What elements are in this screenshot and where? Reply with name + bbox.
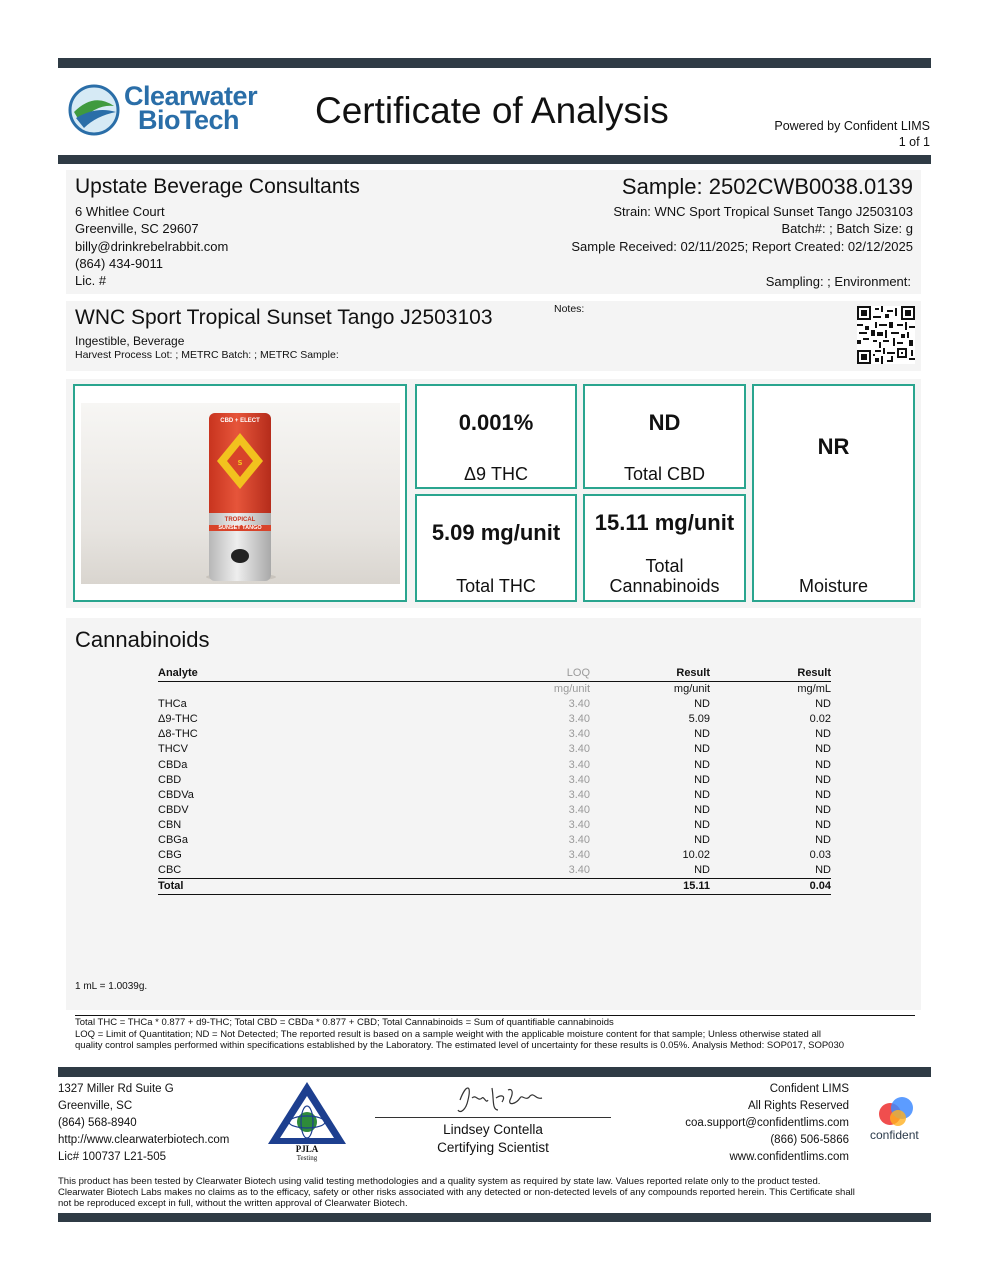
svg-text:S: S [237,459,243,467]
loq: 3.40 [568,728,590,741]
signer-title: Certifying Scientist [437,1140,549,1155]
result-mg-unit: ND [694,834,710,847]
table-row [158,758,831,773]
beverage-can [209,413,271,581]
result-mg-unit: 10.02 [682,849,710,862]
droplet-globe-icon [66,82,122,138]
footer-bar [58,1067,931,1077]
table-row [158,863,831,879]
result-mg-ml: ND [815,743,831,756]
sample-strain: Strain: WNC Sport Tropical Sunset Tango J2503103 [613,204,913,219]
client-address-1: 6 Whitlee Court [75,204,165,219]
analyte: THCV [158,743,188,756]
top-bar [58,58,931,68]
total-cannabinoids-label-2: Cannabinoids [609,576,720,596]
lab-address-2: Greenville, SC [58,1100,133,1112]
table-row [158,727,831,742]
analyte: CBDVa [158,788,194,801]
product-photo [81,403,400,584]
result-mg-ml: ND [815,728,831,741]
total-label: Total [158,879,458,895]
result-mg-ml: 0.02 [809,713,831,726]
analyte: CBD [158,773,182,786]
cannabinoids-table [158,666,831,895]
loq: 3.40 [568,864,590,877]
client-address-2: Greenville, SC 29607 [75,221,199,236]
sample-sampling: Sampling: ; Environment: [765,274,911,289]
result-mg-unit: 5.09 [688,713,710,726]
can-flavor-2: SUNSET TANGO [209,525,271,531]
loq: 3.40 [568,743,590,756]
can-logo-icon [215,431,265,491]
sample-id: Sample: 2502CWB0038.0139 [621,174,913,199]
lab-phone: (864) 568-8940 [58,1117,137,1129]
product-type: Ingestible, Beverage [75,334,185,348]
signature-image [452,1080,552,1118]
result-mg-ml: 0.03 [809,849,831,862]
client-name: Upstate Beverage Consultants [75,175,360,198]
lab-address-1: 1327 Miller Rd Suite G [58,1083,174,1095]
lab-website: http://www.clearwaterbiotech.com [58,1134,230,1146]
loq: 3.40 [568,818,590,831]
unit-result-2: mg/mL [797,683,831,696]
result-mg-unit: ND [694,864,710,877]
moisture-box [752,384,915,602]
table-row [158,712,831,727]
lims-name: Confident LIMS [769,1083,849,1095]
product-name: WNC Sport Tropical Sunset Tango J2503103 [75,306,493,329]
sample-dates: Sample Received: 02/11/2025; Report Created: 02/12/2025 [571,239,913,254]
table-row [158,697,831,712]
result-mg-unit: ND [694,743,710,756]
table-unit-row [158,682,831,698]
loq: 3.40 [568,849,590,862]
result-mg-unit: ND [694,698,710,711]
table-row [158,742,831,757]
loq: 3.40 [568,698,590,711]
page-number: 1 of 1 [898,135,930,149]
result-mg-unit: ND [694,803,710,816]
disclaimer-1: This product has been tested by Clearwater Biotech using valid testing methodologies and a quality system as required by state law. Values reported relate only to the product tested. [58,1176,821,1187]
sample-batch: Batch#: ; Batch Size: g [781,221,913,236]
loq: 3.40 [568,713,590,726]
clearwater-logo [66,80,266,140]
total-thc-box [415,494,577,602]
page-title: Certificate of Analysis [315,90,669,131]
unit-result-1: mg/unit [673,683,710,696]
loq-note-2: quality control samples performed within specifications established by the Laboratory. The estimated level of uncertainty for these results is 0.05%. Analysis Method: SOP017, SOP030 [75,1040,845,1051]
loq: 3.40 [568,758,590,771]
analyte: CBN [158,818,182,831]
can-top-text: CBD + ELECT [220,418,260,424]
analyte: Δ8-THC [158,728,198,741]
notes-label: Notes: [554,303,585,315]
loq-note-1: LOQ = Limit of Quantitation; ND = Not Detected; The reported result is based on a sample weight with the applicable moisture content for that sample; Unless otherwise stated all [75,1029,821,1040]
moisture-label: Moisture [798,576,869,596]
col-loq: LOQ [458,666,590,682]
table-total-row [158,879,831,895]
analyte: THCa [158,698,187,711]
table-row [158,833,831,848]
table-header-row [158,666,831,682]
d9-thc-label: Δ9 THC [463,464,529,484]
bottom-bar [58,1213,931,1222]
total-cannabinoids-box [583,494,746,602]
logo-line-1: Clearwater [124,81,258,111]
total-result-2: 0.04 [710,879,831,895]
total-cannabinoids-label-1: Total [645,556,684,576]
confident-logo-text: confident [870,1128,919,1142]
result-mg-ml: ND [815,818,831,831]
result-mg-ml: ND [815,698,831,711]
lab-license: Lic# 100737 L21-505 [58,1151,167,1163]
can-badge-icon [231,549,249,563]
signature-line [375,1117,611,1118]
pjla-seal [266,1080,348,1170]
analyte: CBC [158,864,182,877]
table-row [158,848,831,863]
product-lots: Harvest Process Lot: ; METRC Batch: ; METRC Sample: [75,349,339,361]
col-result-2: Result [710,666,831,682]
col-result-1: Result [590,666,710,682]
cannabinoids-title: Cannabinoids [75,627,210,652]
d9-thc-value: 0.001% [458,410,534,435]
moisture-value: NR [817,434,850,459]
lims-rights: All Rights Reserved [748,1100,849,1112]
analyte: Δ9-THC [158,713,198,726]
result-mg-ml: ND [815,864,831,877]
result-mg-unit: ND [694,758,710,771]
loq: 3.40 [568,788,590,801]
table-row [158,788,831,803]
result-mg-ml: ND [815,834,831,847]
client-phone: (864) 434-9011 [75,256,163,271]
table-row [158,818,831,833]
logo-line-2: BioTech [138,105,240,135]
analyte: CBDa [158,758,188,771]
client-license: Lic. # [75,273,107,288]
total-thc-label: Total THC [456,576,536,596]
col-analyte: Analyte [158,666,458,682]
pjla-triangle-icon [266,1080,348,1146]
analyte: CBDV [158,803,189,816]
total-cbd-box [583,384,746,489]
analyte: CBGa [158,834,188,847]
result-mg-ml: ND [815,803,831,816]
result-mg-ml: ND [815,758,831,771]
total-cannabinoids-value: 15.11 mg/unit [594,510,735,535]
d9-thc-box [415,384,577,489]
client-email: billy@drinkrebelrabbit.com [75,239,229,254]
table-row [158,803,831,818]
lims-phone: (866) 506-5866 [770,1134,849,1146]
result-mg-ml: ND [815,773,831,786]
disclaimer-2: Clearwater Biotech Labs makes no claims as to the efficacy, safety or other risks associated with any detected or non-detected levels of any compounds reported herein. This Certificate shall [58,1187,855,1198]
total-cbd-value: ND [648,410,681,435]
result-mg-ml: ND [815,788,831,801]
unit-loq: mg/unit [553,683,590,696]
total-cbd-label: Total CBD [623,464,706,484]
lims-website: www.confidentlims.com [729,1151,849,1163]
formula-note: Total THC = THCa * 0.877 + d9-THC; Total CBD = CBDa * 0.877 + CBD; Total Cannabinoids = Sum of quantifiable cannabinoids [75,1017,614,1028]
total-result-1: 15.11 [590,879,710,895]
density-note: 1 mL = 1.0039g. [75,981,148,992]
signer-name: Lindsey Contella [443,1122,543,1137]
confident-logo-icon [876,1094,916,1128]
can-flavor-1: TROPICAL [224,517,256,523]
result-mg-unit: ND [694,728,710,741]
notes-divider [75,1015,915,1016]
qr-code [857,306,915,364]
loq: 3.40 [568,773,590,786]
pjla-sub: Testing [296,1154,318,1162]
total-thc-value: 5.09 mg/unit [431,520,561,545]
result-mg-unit: ND [694,773,710,786]
loq: 3.40 [568,803,590,816]
result-mg-unit: ND [694,788,710,801]
pjla-label: PJLA [295,1144,319,1154]
analyte: CBG [158,849,182,862]
disclaimer-3: not be reproduced except in full, without the written approval of Clearwater Biotech. [58,1198,408,1209]
header-bar [58,155,931,164]
lims-email: coa.support@confidentlims.com [685,1117,849,1129]
loq: 3.40 [568,834,590,847]
result-mg-unit: ND [694,818,710,831]
table-row [158,773,831,788]
powered-by: Powered by Confident LIMS [774,119,930,133]
